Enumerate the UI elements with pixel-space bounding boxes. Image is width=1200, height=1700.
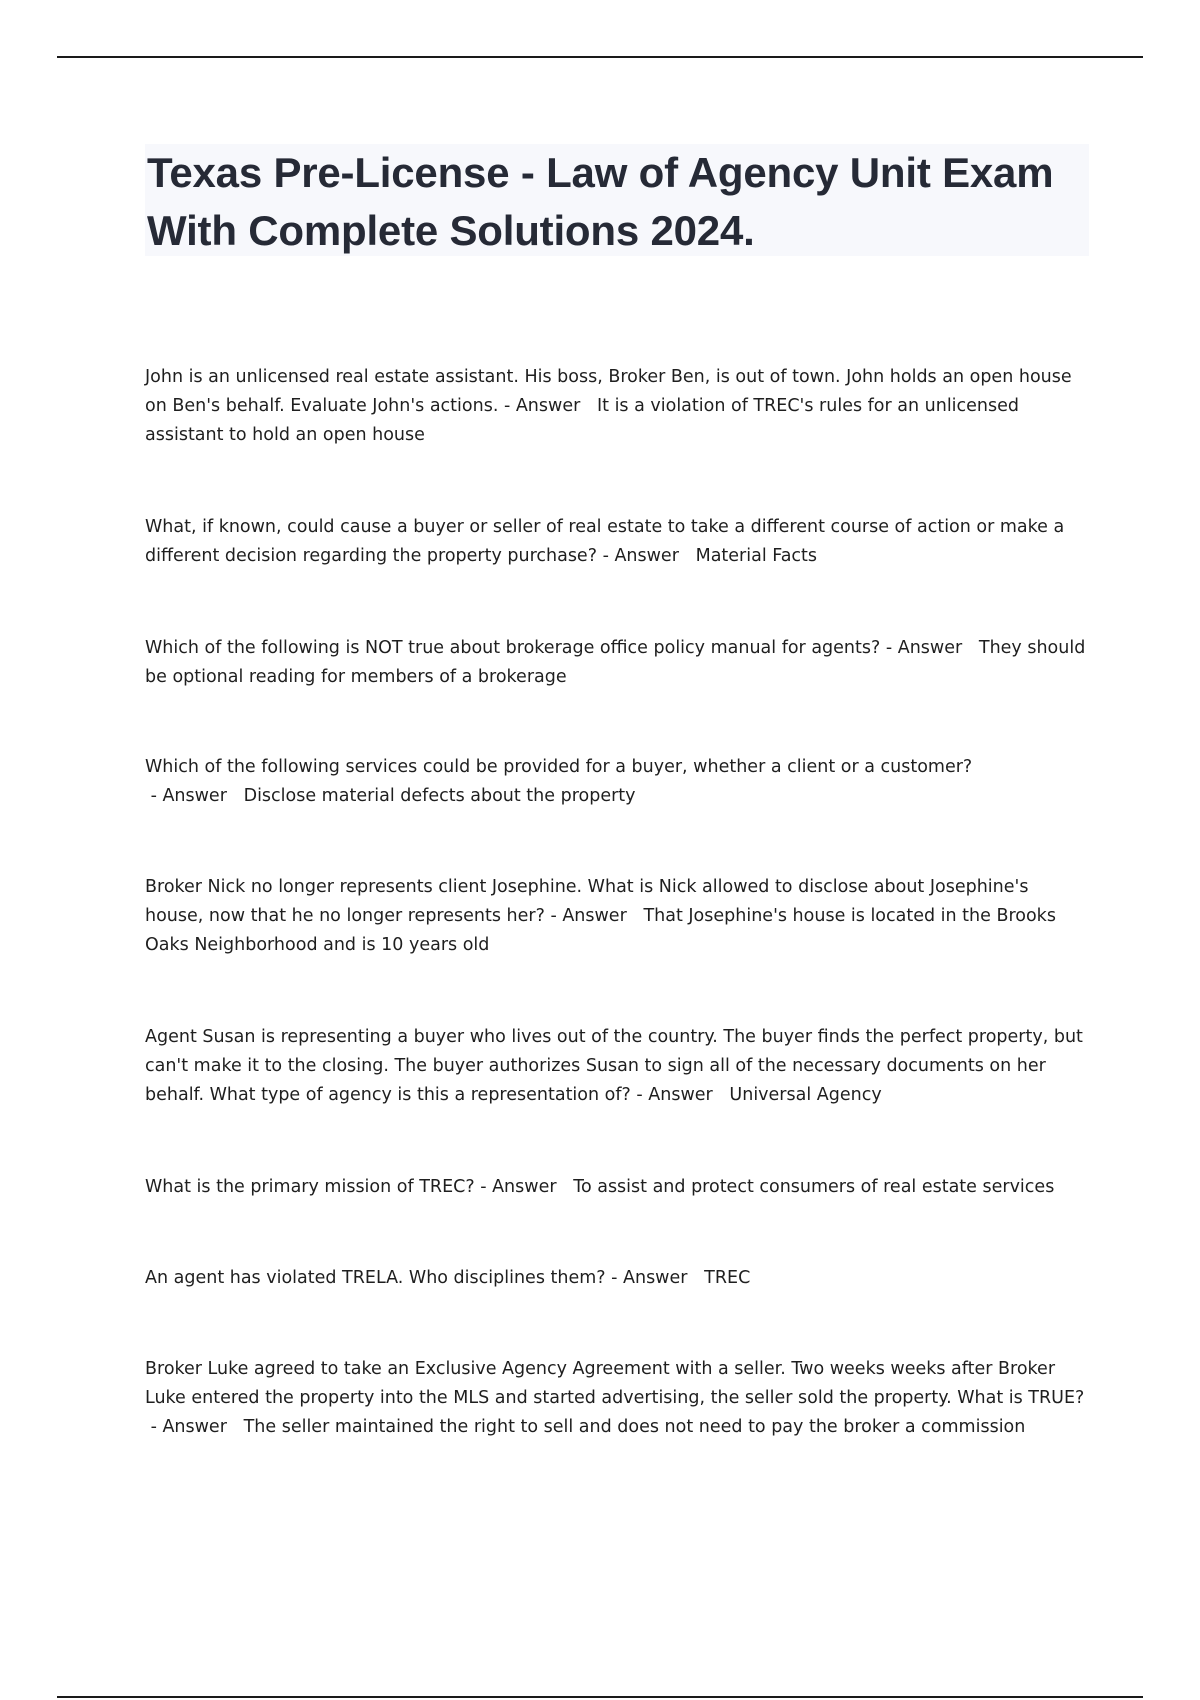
qa-item <box>145 634 1090 692</box>
qa-item <box>145 1023 1090 1110</box>
answer-separator: - Answer <box>597 545 696 566</box>
question-text: Which of the following is NOT true about brokerage office policy manual for agents? <box>145 637 881 658</box>
answer-separator: - Answer <box>630 1084 730 1105</box>
answer-text: Universal Agency <box>729 1084 882 1105</box>
answer-text: That Josephine's house is located in the Brooks Oaks Neighborhood and is 10 years old <box>145 905 1056 955</box>
answer-separator: - Answer <box>544 905 644 926</box>
qa-item <box>145 513 1090 571</box>
qa-item <box>145 1355 1090 1442</box>
qa-item <box>145 753 1090 811</box>
question-text: What, if known, could cause a buyer or seller of real estate to take a different course of action or make a different decision regarding the property purchase? <box>145 516 1065 566</box>
question-text: Agent Susan is representing a buyer who lives out of the country. The buyer finds the perfect property, but can't make it to the closing. The buyer authorizes Susan to sign all of the necessary documents on her behalf. What type of agency is this a representation of? <box>145 1026 1083 1105</box>
title-band <box>145 144 1089 256</box>
answer-text: It is a violation of TREC's rules for an unlicensed assistant to hold an open house <box>145 395 1020 445</box>
answer-separator: - Answer <box>145 785 244 806</box>
qa-item <box>145 1264 1090 1293</box>
answer-separator: - Answer <box>605 1267 705 1288</box>
question-text: John is an unlicensed real estate assistant. His boss, Broker Ben, is out of town. John holds an open house on Ben's behalf. Evaluate John's actions. <box>145 366 1072 416</box>
answer-text: Disclose material defects about the property <box>243 785 636 806</box>
question-text: Which of the following services could be provided for a buyer, whether a client or a customer? <box>145 756 973 777</box>
answer-text: To assist and protect consumers of real estate services <box>573 1176 1055 1197</box>
bottom-rule <box>57 1696 1143 1698</box>
top-rule <box>57 56 1143 58</box>
page-title: Texas Pre-License - Law of Agency Unit Exam With Complete Solutions 2024. <box>147 149 1054 254</box>
qa-item <box>145 873 1090 960</box>
question-text: What is the primary mission of TREC? <box>145 1176 475 1197</box>
qa-item <box>145 1173 1090 1202</box>
answer-text: Material Facts <box>695 545 818 566</box>
answer-separator: - Answer <box>145 1416 244 1437</box>
answer-separator: - Answer <box>474 1176 574 1197</box>
answer-text: They should be optional reading for members of a brokerage <box>145 637 1086 687</box>
answer-text: The seller maintained the right to sell and does not need to pay the broker a commission <box>243 1416 1026 1437</box>
question-text: Broker Luke agreed to take an Exclusive Agency Agreement with a seller. Two weeks weeks after Broker Luke entered the property into the MLS and started advertising, the seller sold the property. What is TRUE? <box>145 1358 1085 1408</box>
answer-separator: - Answer <box>880 637 979 658</box>
qa-item <box>145 363 1090 450</box>
question-text: Broker Nick no longer represents client Josephine. What is Nick allowed to disclose about Josephine's house, now that he no longer represents her? <box>145 876 1029 926</box>
answer-separator: - Answer <box>498 395 597 416</box>
question-text: An agent has violated TRELA. Who disciplines them? <box>145 1267 606 1288</box>
answer-text: TREC <box>704 1267 751 1288</box>
